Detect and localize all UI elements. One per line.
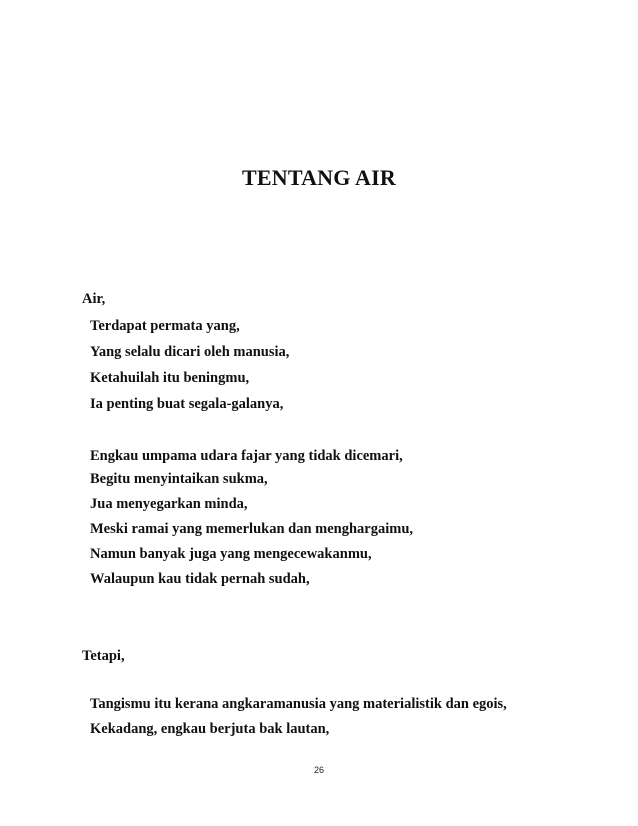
stanza1-opening: Air, <box>82 291 106 307</box>
stanza1-line: Yang selalu dicari oleh manusia, <box>90 344 290 360</box>
stanza2-line: Jua menyegarkan minda, <box>90 496 248 512</box>
stanza1-line: Ia penting buat segala-galanya, <box>90 396 284 412</box>
stanza2-line: Walaupun kau tidak pernah sudah, <box>90 571 310 587</box>
stanza1-line: Ketahuilah itu beningmu, <box>90 370 250 386</box>
stanza2-line: Namun banyak juga yang mengecewakanmu, <box>90 546 372 562</box>
stanza2-line: Begitu menyintaikan sukma, <box>90 471 268 487</box>
stanza3-line: Tangismu itu kerana angkaramanusia yang materialistik dan egois, <box>90 696 507 712</box>
stanza1-line: Terdapat permata yang, <box>90 318 240 334</box>
stanza2-line: Meski ramai yang memerlukan dan menghargaimu, <box>90 521 414 537</box>
stanza3-opening: Tetapi, <box>82 648 125 664</box>
stanza3-line: Kekadang, engkau berjuta bak lautan, <box>90 721 330 737</box>
stanza2-line: Engkau umpama udara fajar yang tidak dicemari, <box>90 448 403 464</box>
page-number: 26 <box>313 765 324 775</box>
poem-title: TENTANG AIR <box>242 165 396 190</box>
